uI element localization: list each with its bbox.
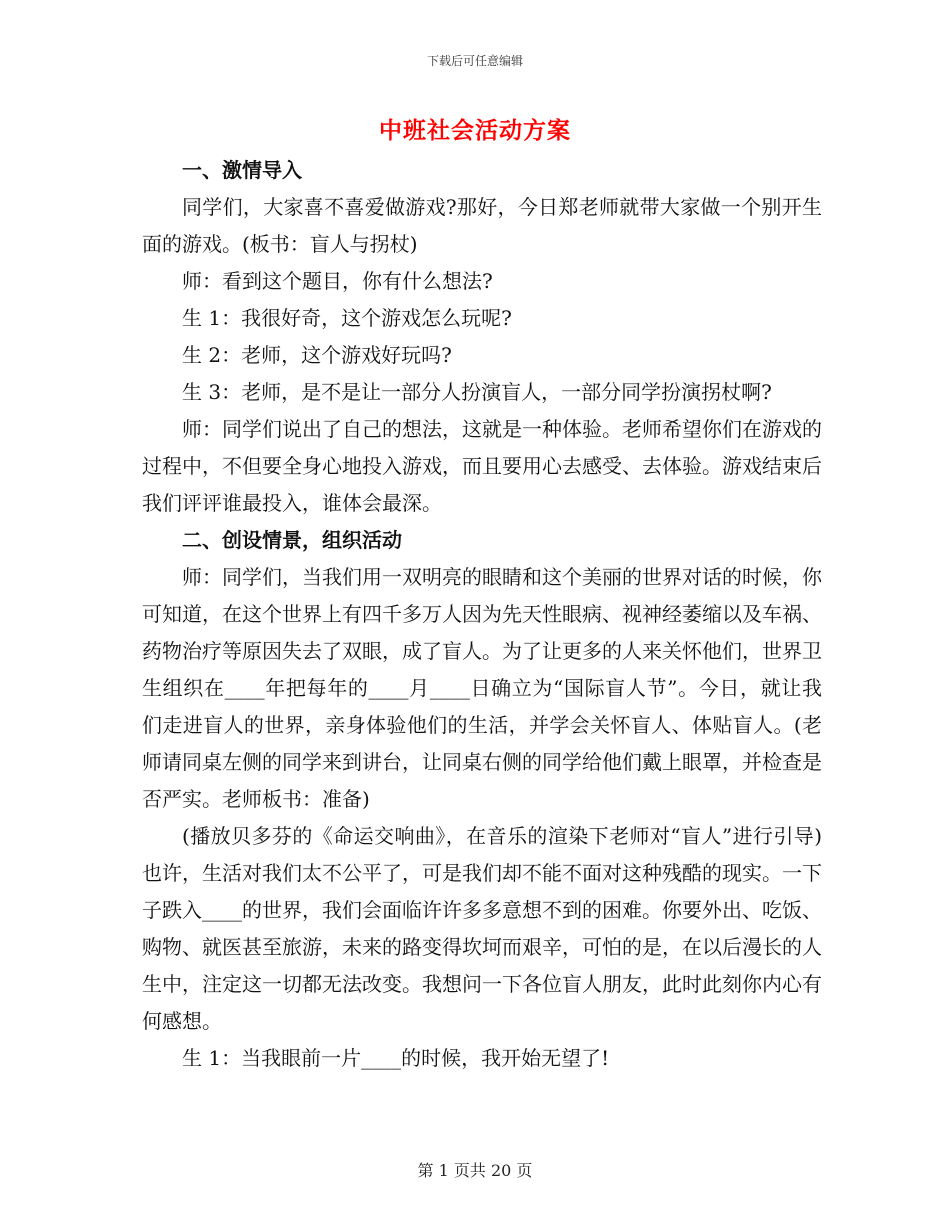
paragraph: 师：同学们说出了自己的想法，这就是一种体验。老师希望你们在游戏的过程中，不但要全身心地投入游戏，而且要用心去感受、去体验。游戏结束后我们评评谁最投入，谁体会最深。 — [142, 417, 822, 515]
paragraph: 师：看到这个题目，你有什么想法? — [182, 269, 493, 293]
document-title: 中班社会活动方案 — [379, 117, 571, 144]
document-body — [142, 152, 822, 1077]
page-footer: 第 1 页共 20 页 — [417, 1161, 533, 1180]
paragraph: (播放贝多芬的《命运交响曲》，在音乐的渲染下老师对“盲人”进行引导)也许，生活对我们太不公平了，可是我们却不能不面对这种残酷的现实。一下子跌入____的世界，我们会面临许许多多意想不到的困难。你要外出、吃饭、购物、就医甚至旅游，未来的路变得坎坷而艰辛，可怕的是，在以后漫长的人生中，注定这一切都无法改变。我想问一下各位盲人朋友，此时此刻你内心有何感想。 — [142, 824, 822, 1033]
paragraph: 生 2：老师，这个游戏好玩吗? — [182, 343, 452, 367]
paragraph: 生 3：老师，是不是让一部分人扮演盲人，一部分同学扮演拐杖啊? — [182, 380, 772, 404]
paragraph: 生 1：当我眼前一片____的时候，我开始无望了! — [182, 1046, 610, 1070]
header-note: 下载后可任意编辑 — [426, 54, 523, 68]
paragraph: 同学们，大家喜不喜爱做游戏?那好，今日郑老师就带大家做一个别开生面的游戏。(板书：盲人与拐杖) — [142, 195, 822, 256]
section-heading-2: 二、创设情景，组织活动 — [182, 528, 402, 552]
paragraph: 生 1：我很好奇，这个游戏怎么玩呢? — [182, 306, 512, 330]
section-heading-1: 一、激情导入 — [182, 158, 302, 182]
paragraph: 师：同学们，当我们用一双明亮的眼睛和这个美丽的世界对话的时候，你可知道，在这个世界上有四千多万人因为先天性眼病、视神经萎缩以及车祸、药物治疗等原因失去了双眼，成了盲人。为了让更多的人来关怀他们，世界卫生组织在____年把每年的____月____日确立为“国际盲人节”。今日，就让我们走进盲人的世界，亲身体验他们的生活，并学会关怀盲人、体贴盲人。(老师请同桌左侧的同学来到讲台，让同桌右侧的同学给他们戴上眼罩，并检查是否严实。老师板书：准备) — [142, 565, 822, 811]
